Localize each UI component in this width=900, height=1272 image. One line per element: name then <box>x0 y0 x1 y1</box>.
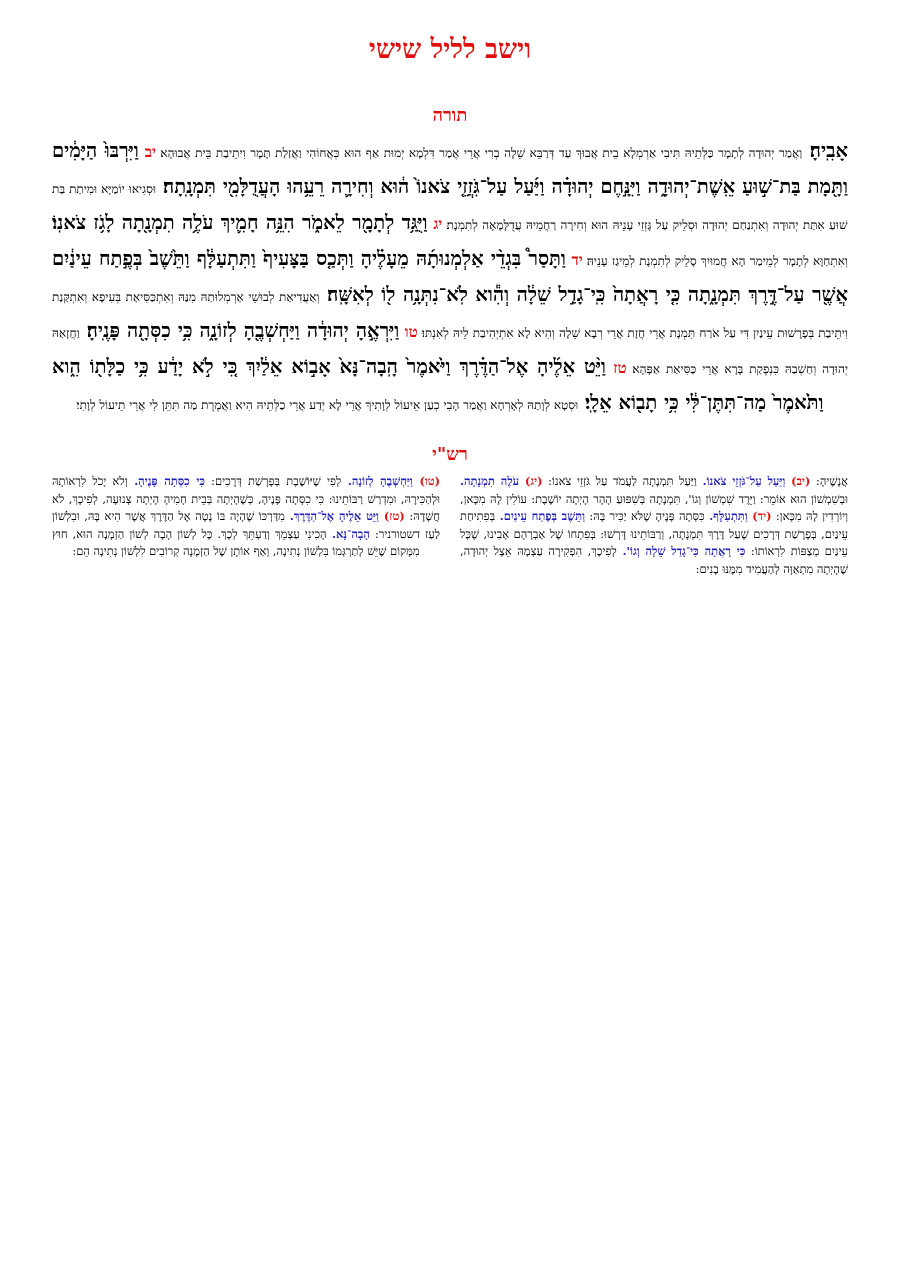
torah-heading: תורה <box>432 105 468 126</box>
rashi-verse-ref: (יד) <box>752 509 772 524</box>
rashi-column-left <box>52 473 440 579</box>
rashi-dibbur-hamatchil: כִּי רָאֲתָה כִּי־גָדַל שֵׁלָה וְגוֹ'. <box>616 544 746 559</box>
verse-number: יב <box>138 143 156 161</box>
rashi-verse-ref: (טז) <box>383 509 405 524</box>
verse-text: וַיֵּ֨ט אֵלֶ֜יהָ אֶל־הַדֶּ֗רֶךְ וַיֹּ֙אמֶר֙ הָֽבָה־נָּא֙ אָב֣וֹא אֵלַ֔יִךְ כִּ֚י לֹ֣א יָדַ֔ע כִּ֥י כַלָּת֖וֹ הִ֑וא וַתֹּ֙אמֶר֙ מַה־תִּתֶּן־לִּ֔י כִּ֥י תָב֖וֹא אֵלָֽי׃ <box>52 355 824 414</box>
onkelos-text: וְאִתְחַוָּא לְתָמָר לְמֵימַר הָא חֲמוּיִךְ סָלֵיק לְתִמְנָת לְמֵיגַז עָנֵיהּ׃ <box>582 254 848 268</box>
rashi-heading: רש"י <box>432 444 468 465</box>
torah-text <box>52 134 848 422</box>
rashi-dibbur-hamatchil: וַיֵּט אֵלֶיהָ אֶל־הַדֶּרֶךְ. <box>284 509 384 524</box>
verse-text: וַיֻּגַּ֥ד לְתָמָ֖ר לֵאמֹ֑ר הִנֵּ֥ה חָמִ֛יךְ עֹלֶ֥ה תִמְנָ֖תָה לָגֹ֥ז צֹאנֽוֹ׃ <box>52 211 428 234</box>
rashi-dibbur-hamatchil: וַיַּעַל עַל־גֹּזְזֵי צֹאנוֹ. <box>696 474 792 488</box>
verse-number: טו <box>399 323 418 341</box>
rashi-text: לְפִיכָךְ, הִפְקִירָה עַצְמָהּ אֵצֶל יְהוּדָה, שֶׁהָיְתָה מִתְאַוָּה לְהַעֲמִיד מִמֶּנּוּ בָנִים: <box>460 544 848 576</box>
rashi-text: וּבְשִׁמְשׁוֹן הוּא אוֹמֵר: וַיֵּרֶד שִׁמְשׁוֹן וְגוֹ', תִּמְנָתָה בְּשִׁפּוּעַ הָהָר הָיְתָה יוֹשֶׁבֶת: עוֹלִין לָהּ מִכָּאן, וְיוֹרְדִין לָהּ מִכָּאן: <box>460 491 849 524</box>
rashi-text: מִדַּרְכּוֹ שֶׁהָיָה בּוֹ נָטָה אֶל הַדֶּרֶךְ אֲשֶׁר הִיא בָּהּ, וּבִלְשׁוֹן לַעַז דשטורניר: <box>52 509 441 541</box>
rashi-verse-ref: (יג) <box>525 474 543 488</box>
rashi-dibbur-hamatchil: וַיַּחְשְׁבֶהָ לְזוֹנָה. <box>341 474 420 488</box>
rashi-dibbur-hamatchil: עֹלֶה תִמְנָתָה. <box>460 474 526 488</box>
onkelos-text: וּסְטָא לְוָתַהּ לְאָרְחָא וַאֲמַר הָבִי כְעַן אֵיעוֹל לְוָתִיךְ אֲרֵי לָא יְדַע אֲרֵי כַלְּתֵיהּ הִיא וַאֲמֶרֶת מַה תִּתֵּן לִי אֲרֵי תֵיעוֹל לְוָתִי׃ <box>76 398 579 412</box>
verse-text: וַתָּסַר֩ בִּגְדֵ֨י אַלְמְנוּתָ֜הּ מֵעָלֶ֗יהָ וַתְּכַ֤ס בַּצָּעִיף֙ וַתִּתְעַלָּ֔ף וַתֵּ֙שֶׁב֙ בְּפֶ֣תַח עֵינַ֔יִם אֲשֶׁ֖ר עַל־דֶּ֣רֶךְ תִּמְנָ֑תָה כִּ֤י רָאֲתָה֙ כִּֽי־גָדַ֣ל שֵׁלָ֔ה וְהִ֕וא לֹֽא־נִתְּנָ֥ה ל֖וֹ לְאִשָּֽׁה׃ <box>52 247 849 306</box>
verse-text: וַיִּרְאֶ֣הָ יְהוּדָ֔ה וַיַּחְשְׁבֶ֖הָ לְזוֹנָ֑ה כִּ֥י כִסְּתָ֖ה פָּנֶֽיהָ׃ <box>79 319 400 342</box>
page-title: וישב לליל שישי <box>368 34 532 65</box>
rashi-text: הָכִינִי עַצְמֵךְ וְדַעְתֵּךְ לְכָךְ. כָּל לְשׁוֹן הָבָה לְשׁוֹן הַזְמָנָה הוּא, חוּץ מִמָּקוֹם שֶׁיֵּשׁ לְתַרְגְּמוֹ בִּלְשׁוֹן נְתִינָה, וְאַף אוֹתָן שֶׁל הַזְמָנָה קְרוֹבִים לִלְשׁוֹן נְתִינָה הֵם: <box>52 526 420 559</box>
onkelos-text: וּסְגִיאוּ יוֹמַיָּא וּמִיתַת בַּת שׁוּעַ אִתַּת יְהוּדָה וְאִתְנַחַם יְהוּדָה וּסְלֵיק עַל גָּזְזֵי עָנֵיהּ הוּא וְחִירָה רַחֲמֵיהּ עֲדֻלָּמָאָה לְתִמְנָת׃ <box>52 182 848 232</box>
rashi-text: כִּסְּתָה פָּנֶיהָ שֶׁלֹּא יַכִּיר בָּהּ: <box>585 509 705 524</box>
rashi-commentary <box>52 473 848 579</box>
verse-text: אָבִֽיהָ׃ <box>802 139 849 162</box>
rashi-column-right <box>460 473 848 579</box>
rashi-text: לְפִי שֶׁיּוֹשֶׁבֶת בְּפָרָשַׁת דְּרָכִים: <box>204 474 342 488</box>
onkelos-text: וַחֲזָאַהּ יְהוּדָה וְחַשְׁבַהּ כִּנְפֶקַת בָּרָא אֲרֵי כַּסִּיאַת אַפָּהָא׃ <box>52 326 848 376</box>
verse-number: יד <box>565 251 583 269</box>
verse-number: יג <box>427 215 443 233</box>
rashi-text: וַיַּעַל תִּמְנָתָה לַעֲמֹד עַל גֹּזְזֵי צֹאנוֹ: <box>542 474 697 488</box>
verse-text: וַיִּרְבּוּ֙ הַיָּמִ֔ים וַתָּ֖מָת בַּת־שׁ֣וּעַ אֵֽשֶׁת־יְהוּדָ֑ה וַיִּנָּ֣חֶם יְהוּדָ֗ה וַיַּ֜עַל עַל־גֹּֽזֲזֵ֤י צֹאנוֹ֙ ה֔וּא וְחִירָ֛ה רֵעֵ֥הוּ הָעֲדֻלָּמִ֖י תִּמְנָֽתָה׃ <box>52 139 848 198</box>
rashi-text: וְלֹא יָכֹל לִרְאוֹתָהּ וּלְהַכִּירָהּ, וּמִדְרַשׁ רַבּוֹתֵינוּ: כִּי כִסְּתָה פָּנֶיהָ, כְּשֶׁהָיְתָה בְּבֵית חָמִיהָ הָיְתָה צְנוּעָה, לְפִיכָךְ, לֹא חֲשָׁדָהּ: <box>52 474 441 524</box>
onkelos-text: וְאַעֲדִיאַת לְבוּשֵׁי אַרְמְלוּתַהּ מִנַּהּ וְאִתְכַּסִּיאַת בְּעִיפָא וְאִתְקַּנַת וִיתֵיבַת בְּפָרָשׁוּת עֵינַיִן דִּי עַל אֹרַח תִּמְנָת אֲרֵי חֲזָת אֲרֵי רְבָא שֵׁלָה וְהִיא לָא אִתְיְהִיבַת לֵיהּ לְאִנְתּוּ׃ <box>52 290 848 340</box>
verse-number: טז <box>605 359 627 377</box>
rashi-dibbur-hamatchil: הָבָה־נָּא. <box>326 526 370 541</box>
rashi-text: אֲנָשֶׁיהָ: <box>810 474 848 488</box>
rashi-dibbur-hamatchil: וַתִּתְעַלָּף. <box>704 509 753 524</box>
rashi-text: בְּפִתִיחַת עֵינַיִם, בְּפָרָשַׁת דְּרָכִים שֶׁעַל דֶּרֶךְ תִּמְנָתָה, וְרַבּוֹתֵינוּ דָּרְשׁוּ: בְּפִתְחוֹ שֶׁל אַבְרָהָם אָבִינוּ, שֶׁכָּל עֵינַיִם מְצַפּוֹת לִרְאוֹתוֹ: <box>460 509 849 559</box>
rashi-verse-ref: (טו) <box>419 474 441 488</box>
onkelos-text: וַאֲמַר יְהוּדָה לְתָמָר כַּלְּתֵיהּ תִּיבִי אַרְמְלָא בֵית אֲבוּךְ עַד דְּרַבֵּא שֵׁלָה בְרִי אֲרֵי אֲמַר דִּלְמָא יְמוּת אַף הוּא כְּאֲחוֹהִי וַאֲזַלַת תָּמָר וִיתֵיבַת בֵּית אֲבוּהָא׃ <box>155 146 803 160</box>
rashi-verse-ref: (יב) <box>791 474 811 488</box>
rashi-dibbur-hamatchil: כִּי כִסְּתָה פָּנֶיהָ. <box>127 474 205 488</box>
rashi-dibbur-hamatchil: וַתֵּשֶׁב בְּפֶתַח עֵינַיִם. <box>495 509 586 524</box>
